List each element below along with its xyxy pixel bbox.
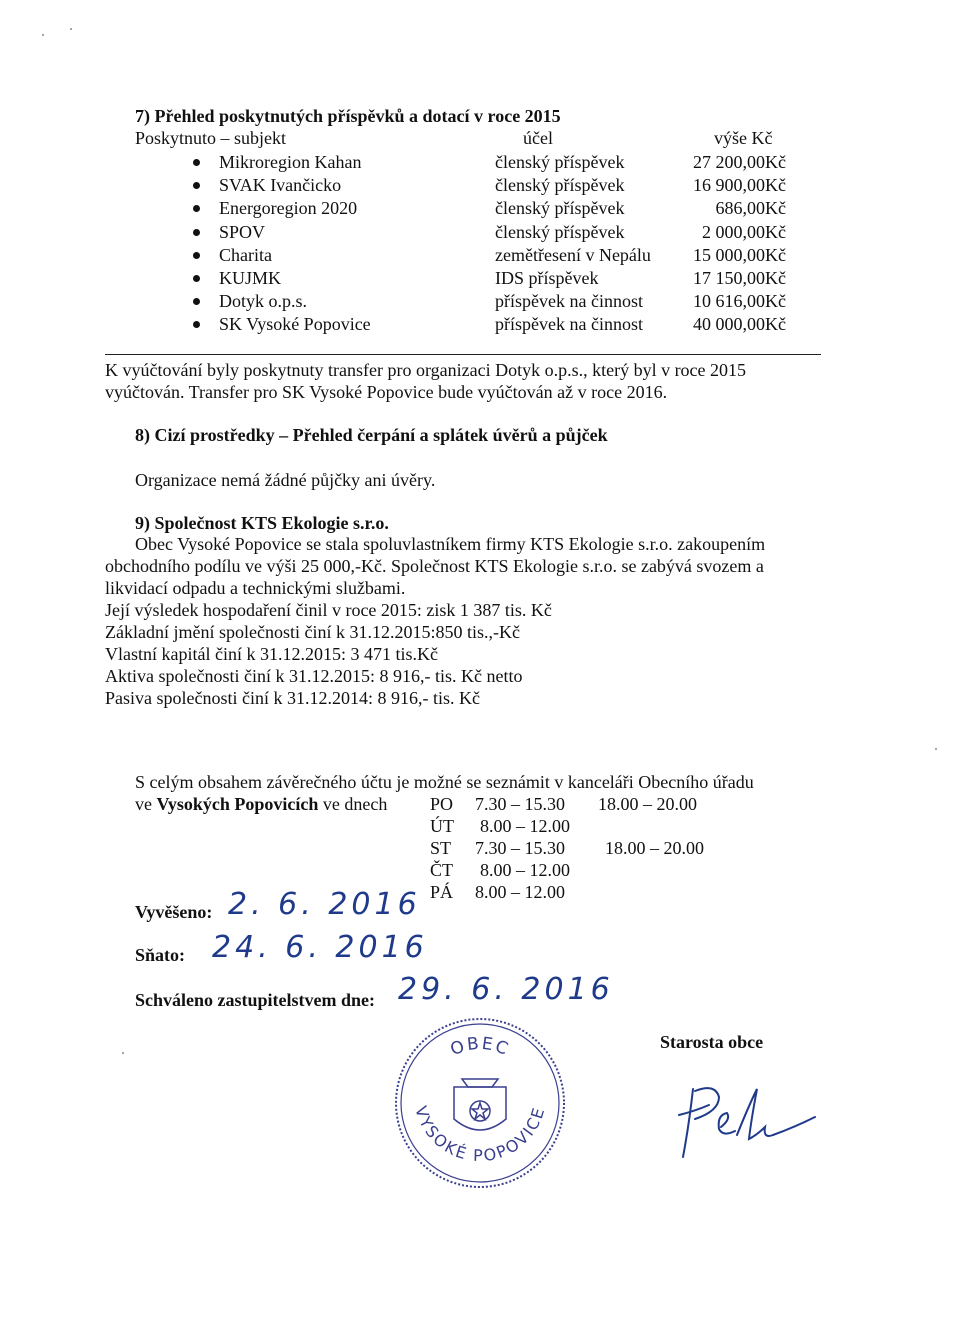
row-purpose: příspěvek na činnost [495,291,643,312]
bullet-icon [193,298,200,305]
divider-line [105,354,821,355]
scan-speck [42,34,44,36]
col-subject-header: Poskytnuto – subjekt [135,128,287,148]
section9-title: 9) Společnost KTS Ekologie s.r.o. [135,513,389,533]
scan-speck [70,28,72,30]
section9-line: likvidací odpadu a technickými službami. [105,578,406,598]
row-subject: KUJMK [219,268,282,288]
hours-morning: 8.00 – 12.00 [480,816,570,836]
section7-note-line2: vyúčtován. Transfer pro SK Vysoké Popovice bude vyúčtován až v roce 2016. [105,382,668,402]
bullet-icon [193,275,200,282]
removed-label: Sňato: [135,945,186,965]
hours-day: ST [430,838,452,858]
section9-line: Její výsledek hospodaření činil v roce 2015: zisk 1 387 tis. Kč [105,600,552,620]
section7-title: 7) Přehled poskytnutých příspěvků a dotací v roce 2015 [135,106,561,126]
row-amount: 10 616,00Kč [693,291,786,312]
scan-speck [935,748,937,750]
section9-line: Pasiva společnosti činí k 31.12.2014: 8 916,- tis. Kč [105,688,480,708]
svg-text:VYSOKÉ POPOVICE [411,1104,549,1165]
hours-morning: 7.30 – 15.30 [475,838,565,858]
row-amount: 686,00Kč [715,198,786,219]
hours-afternoon: 18.00 – 20.00 [605,838,704,858]
approved-label: Schváleno zastupitelstvem dne: [135,990,375,1010]
col-amount-header: výše Kč [714,128,773,148]
removed-date-handwritten: 24. 6. 2016 [212,930,428,965]
scan-speck [122,1052,124,1054]
hours-day: PO [430,794,454,814]
notice-suffix: ve dnech [322,794,388,814]
stamp-top-text: OBEC [447,1033,513,1061]
coat-of-arms-icon [454,1079,506,1130]
bullet-icon [193,205,200,212]
row-subject: Energoregion 2020 [219,198,358,219]
row-purpose: členský příspěvek [495,198,625,219]
row-purpose: příspěvek na činnost [495,314,643,335]
notice-line2 [135,794,387,815]
row-amount: 15 000,00Kč [693,244,786,265]
bullet-icon [193,182,200,189]
notice-prefix: ve [135,794,152,814]
hours-day: PÁ [430,882,454,902]
approved-date-handwritten: 29. 6. 2016 [398,972,614,1007]
hours-morning: 8.00 – 12.00 [475,882,565,902]
row-purpose: členský příspěvek [495,175,625,196]
section8-title: 8) Cizí prostředky – Přehled čerpání a splátek úvěrů a půjček [135,425,608,445]
notice-village-name: Vysokých Popovicích [156,794,319,814]
row-subject: SPOV [219,221,266,242]
mayor-signature [665,1075,825,1165]
row-amount: 27 200,00Kč [693,152,786,172]
posted-label: Vyvěšeno: [135,902,213,922]
hours-day: ČT [430,860,454,880]
row-purpose: členský příspěvek [495,221,625,242]
row-purpose: IDS příspěvek [495,268,599,288]
stamp-bottom-text: VYSOKÉ POPOVICE [411,1103,549,1166]
section8-text: Organizace nemá žádné půjčky ani úvěry. [135,470,436,490]
posted-date-handwritten: 2. 6. 2016 [228,887,421,922]
row-subject: Charita [219,244,272,265]
section7-note-line1: K vyúčtování byly poskytnuty transfer pro organizaci Dotyk o.p.s., který byl v roce 2015 [105,360,747,380]
section9-line: obchodního podílu ve výši 25 000,-Kč. Společnost KTS Ekologie s.r.o. se zabývá svozem a [105,556,764,576]
hours-afternoon: 18.00 – 20.00 [598,794,697,814]
svg-text:OBEC [448,1034,513,1061]
bullet-icon [193,252,200,259]
row-purpose: zemětřesení v Nepálu [495,244,651,265]
row-amount: 17 150,00Kč [693,268,786,288]
municipal-stamp [392,1015,568,1191]
row-subject: SK Vysoké Popovice [219,314,371,335]
hours-day: ÚT [430,816,454,836]
row-subject: SVAK Ivančicko [219,175,342,196]
section9-line: Aktiva společnosti činí k 31.12.2015: 8 916,- tis. Kč netto [105,666,523,686]
mayor-label: Starosta obce [660,1032,764,1052]
hours-morning: 8.00 – 12.00 [480,860,570,880]
row-amount: 16 900,00Kč [693,175,786,196]
bullet-icon [193,229,200,236]
row-purpose: členský příspěvek [495,152,625,172]
row-amount: 40 000,00Kč [693,314,786,335]
row-subject: Mikroregion Kahan [219,152,362,172]
notice-line1: S celým obsahem závěrečného účtu je možné se seznámit v kanceláři Obecního úřadu [135,772,754,792]
section9-line: Vlastní kapitál činí k 31.12.2015: 3 471 tis.Kč [105,644,438,664]
section9-line: Obec Vysoké Popovice se stala spoluvlastníkem firmy KTS Ekologie s.r.o. zakoupením [135,534,766,554]
row-amount: 2 000,00Kč [702,221,786,242]
section9-line: Základní jmění společnosti činí k 31.12.2015:850 tis.,-Kč [105,622,520,642]
col-purpose-header: účel [523,128,553,148]
hours-morning: 7.30 – 15.30 [475,794,565,814]
row-subject: Dotyk o.p.s. [219,291,308,312]
bullet-icon [193,321,200,328]
bullet-icon [193,159,200,166]
